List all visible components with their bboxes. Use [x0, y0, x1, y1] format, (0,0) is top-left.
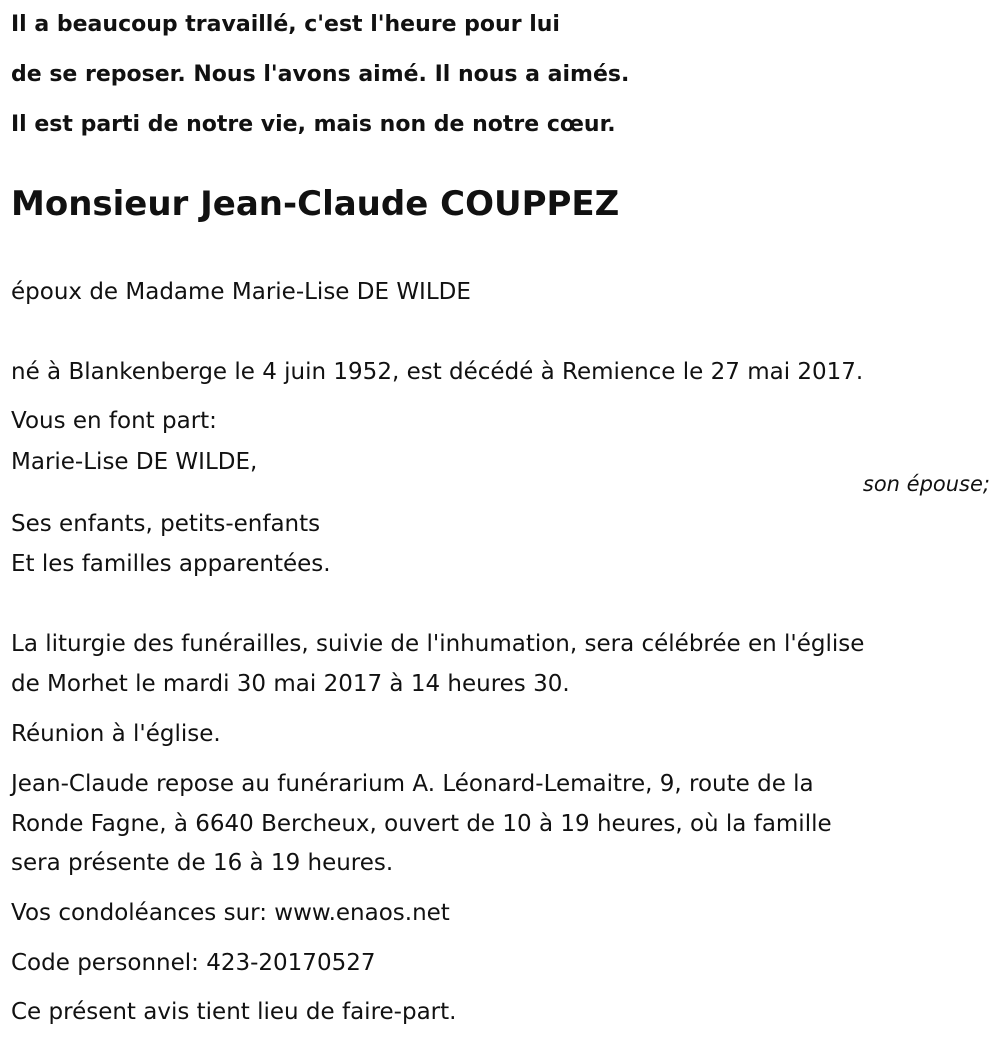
deceased-name: Monsieur Jean-Claude COUPPEZ [11, 184, 620, 224]
announcement-intro: Vous en font part: [11, 408, 217, 434]
ceremony-line-2: de Morhet le mardi 30 mai 2017 à 14 heures 30. [11, 671, 570, 697]
funeral-home-line-1: Jean-Claude repose au funérarium A. Léonard-Lemaitre, 9, route de la [11, 771, 814, 797]
funeral-home-line-2: Ronde Fagne, à 6640 Bercheux, ouvert de 10 à 19 heures, où la famille [11, 811, 832, 837]
quote-line-2: de se reposer. Nous l'avons aimé. Il nous a aimés. [11, 62, 630, 87]
quote-line-1: Il a beaucoup travaillé, c'est l'heure pour lui [11, 12, 560, 37]
announcement-spouse-relation: son épouse; [862, 472, 990, 496]
ceremony-meeting: Réunion à l'église. [11, 721, 221, 747]
footer-notice: Ce présent avis tient lieu de faire-part. [11, 999, 457, 1025]
announcement-spouse-name: Marie-Lise DE WILDE, [11, 449, 258, 475]
birth-death-line: né à Blankenberge le 4 juin 1952, est décédé à Remience le 27 mai 2017. [11, 359, 864, 385]
announcement-families: Et les familles apparentées. [11, 551, 331, 577]
quote-line-3: Il est parti de notre vie, mais non de notre cœur. [11, 112, 616, 137]
personal-code-line: Code personnel: 423-20170527 [11, 950, 376, 976]
ceremony-line-1: La liturgie des funérailles, suivie de l'inhumation, sera célébrée en l'église [11, 631, 865, 657]
announcement-children: Ses enfants, petits-enfants [11, 511, 321, 537]
condolences-line: Vos condoléances sur: www.enaos.net [11, 900, 450, 926]
spouse-line: époux de Madame Marie-Lise DE WILDE [11, 279, 471, 305]
funeral-home-line-3: sera présente de 16 à 19 heures. [11, 850, 394, 876]
